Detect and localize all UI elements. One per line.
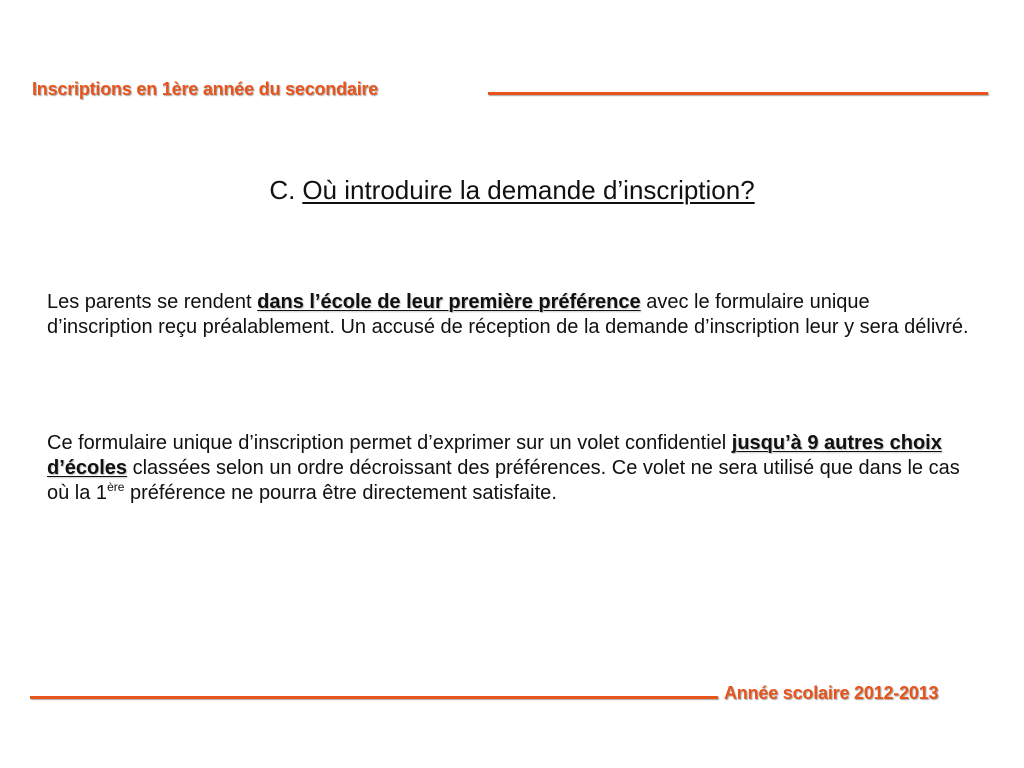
footer-label: Année scolaire 2012-2013 [724,683,939,703]
section-title [0,175,1024,206]
footer-divider [30,696,718,699]
section-heading: Où introduire la demande d’inscription? [302,175,755,205]
paragraph2-text-after: préférence ne pourra être directement satisfaite [124,482,552,504]
paragraph2-text-end: . [551,482,557,504]
paragraph-formulaire [47,431,977,506]
paragraph1-emphasis: dans l’école de leur première préférence [257,291,641,313]
section-prefix: C. [269,175,296,205]
header-divider [488,92,988,95]
paragraph2-emphasis: jusqu’à 9 autres choix d’écoles [47,432,942,479]
paragraph2-text-before: Ce formulaire unique d’inscription permet d’exprimer sur un volet confidentiel [47,432,732,454]
paragraph1-text-after: avec le formulaire unique d’inscription reçu préalablement. Un accusé de réception de la demande d’inscription leur y sera délivré. [47,291,969,338]
paragraph2-superscript: ère [107,480,125,494]
paragraph2-text-middle: classées selon un ordre décroissant des préférences. Ce volet ne sera utilisé que dans le cas où la 1 [47,457,960,504]
paragraph-parents [47,290,977,340]
header-title: Inscriptions en 1ère année du secondaire [32,79,379,99]
paragraph1-text-before: Les parents se rendent [47,291,258,313]
